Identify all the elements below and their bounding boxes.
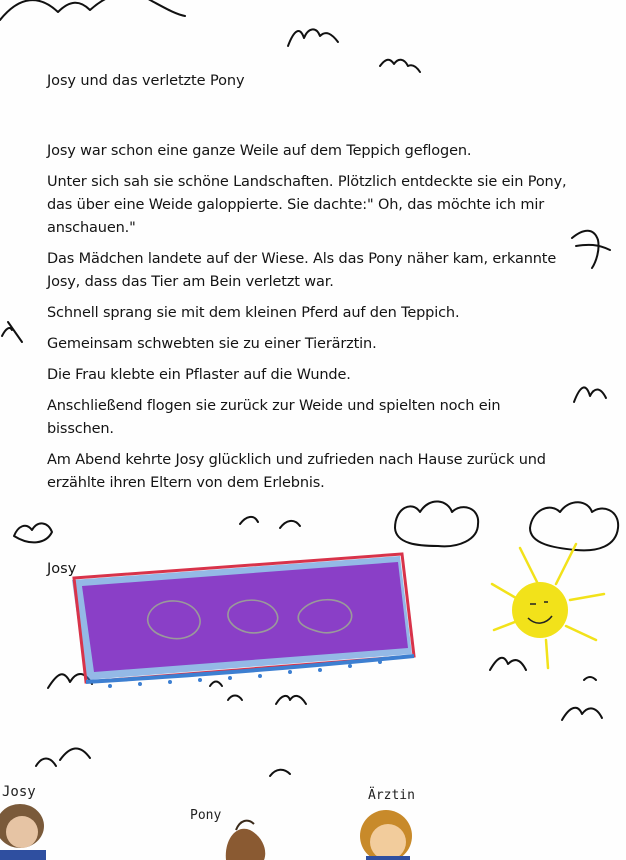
paragraph: Schnell sprang sie mit dem kleinen Pferd auf den Teppich. [47,305,460,321]
bird-doodle [576,245,610,250]
story-title: Josy und das verletzte Pony [47,73,245,89]
bird-doodle [288,29,338,46]
bird-doodle [2,322,22,342]
bird-doodle [562,708,602,720]
paragraph: Josy war schon eine ganze Weile auf dem Teppich geflogen. [47,143,472,159]
sun-drawing [492,544,604,668]
cloud-doodle [530,502,618,550]
bird-doodle [584,677,596,680]
cloud-doodle [14,523,52,542]
label-aerztin: Ärztin [368,788,415,803]
cloud-doodle [280,521,300,528]
top-hill-line [0,0,185,20]
cloud-doodle [395,501,478,546]
paragraph: Am Abend kehrte Josy glücklich und zufrieden nach Hause zurück und erzählte ihren Eltern von dem Erlebnis. [47,452,546,491]
paragraph: Das Mädchen landete auf der Wiese. Als das Pony näher kam, erkannte Josy, dass das Tier am Bein verletzt war. [47,251,557,290]
bird-doodle [574,387,606,402]
pony-figure [226,821,265,860]
paragraph: Die Frau klebte ein Pflaster auf die Wunde. [47,367,351,383]
paragraph: Anschließend flogen sie zurück zur Weide und spielten noch ein bisschen. [47,398,501,437]
signature: Josy [47,561,77,577]
bird-doodle [276,696,306,704]
bird-doodle [270,770,290,776]
bird-doodle [572,231,599,268]
story-body [47,140,567,503]
label-pony: Pony [190,808,222,823]
bird-doodle [380,60,420,72]
paragraph: Unter sich sah sie schöne Landschaften. Plötzlich entdeckte sie ein Pony, das über eine Weide galoppierte. Sie dachte:" Oh, das möchte ich mir anschauen." [47,174,567,236]
bird-doodle [490,658,526,670]
bird-doodle [36,759,56,767]
magic-carpet [72,554,414,688]
cloud-doodle [240,517,258,524]
bird-doodle [228,696,242,701]
aerztin-figure [360,810,412,860]
bird-doodle [210,682,222,687]
josy-figure [0,804,46,860]
label-josy: Josy [2,784,36,800]
bird-doodle [60,748,90,760]
paragraph: Gemeinsam schwebten sie zu einer Tierärztin. [47,336,377,352]
